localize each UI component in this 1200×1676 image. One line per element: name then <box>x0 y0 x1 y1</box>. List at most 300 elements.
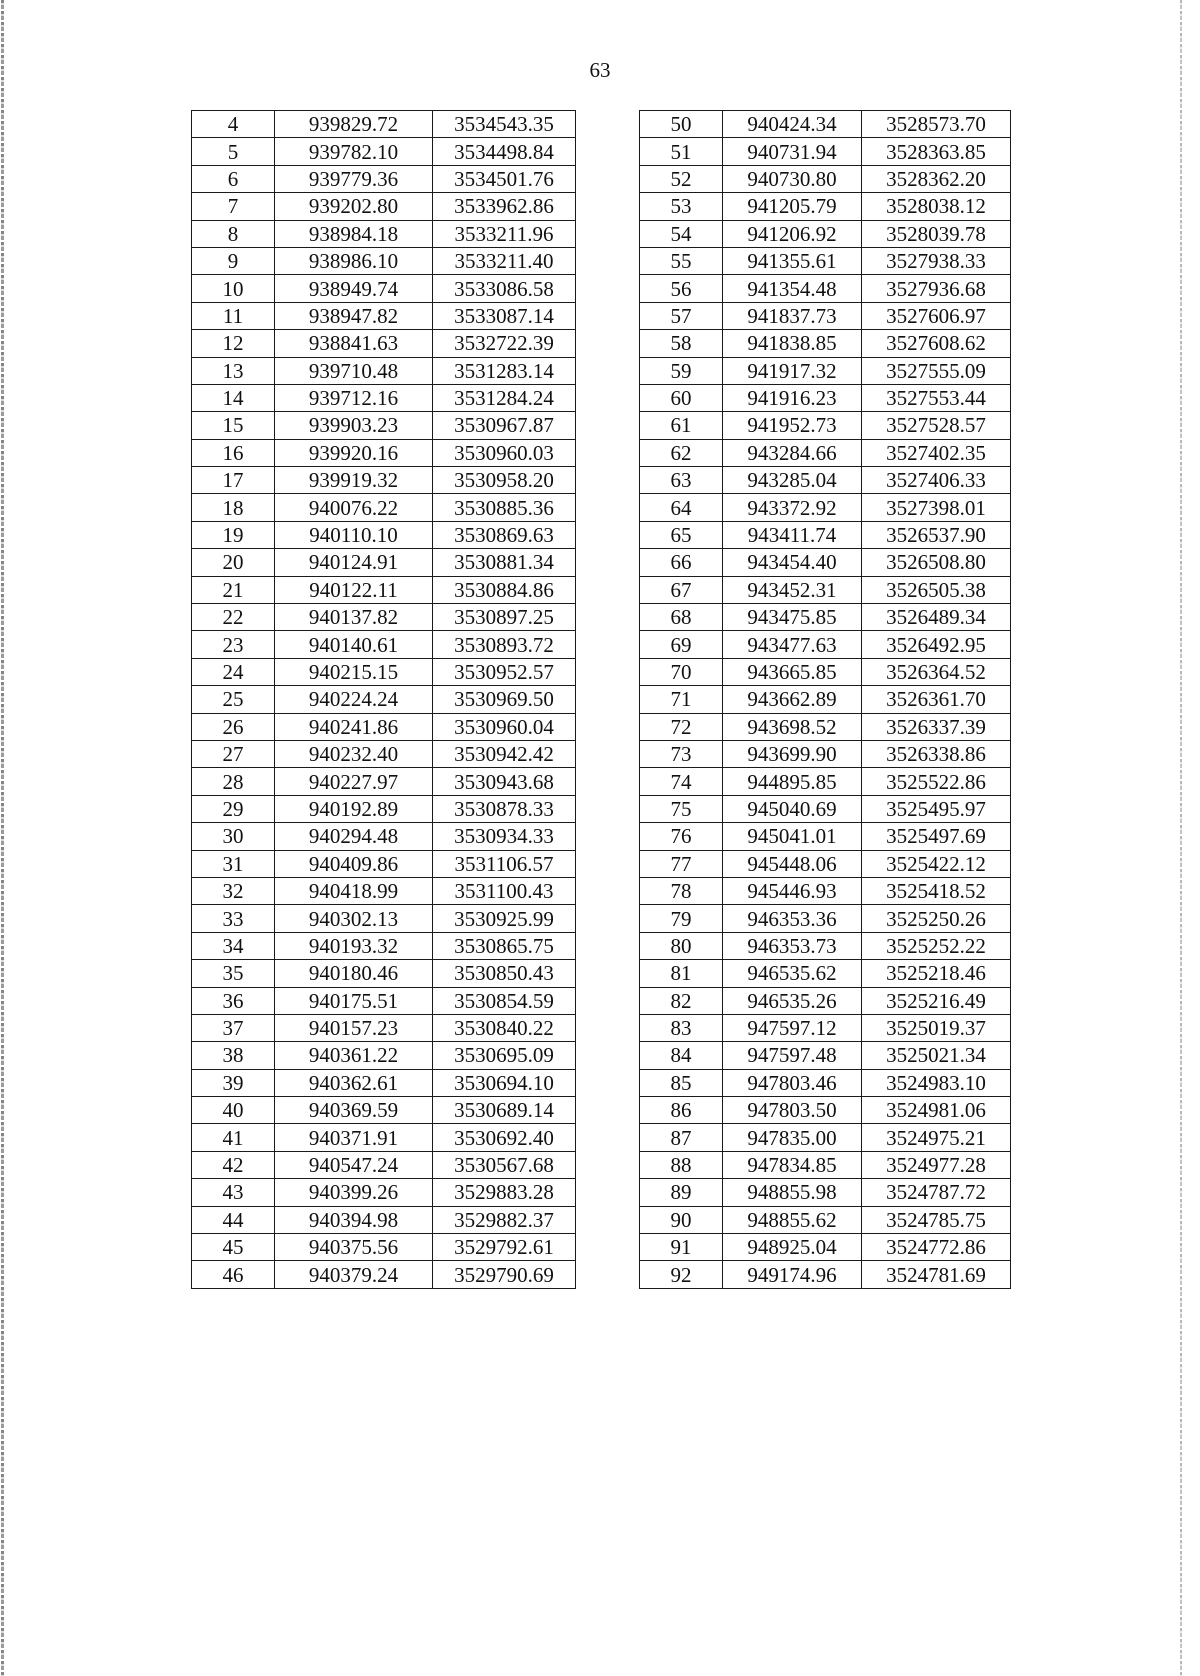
table-row <box>640 1179 1011 1206</box>
table-row <box>640 467 1011 494</box>
x-coordinate-cell: 938947.82 <box>275 302 433 329</box>
table-row <box>640 357 1011 384</box>
y-coordinate-cell: 3530943.68 <box>433 768 576 795</box>
point-number-cell: 20 <box>192 549 275 576</box>
x-coordinate-cell: 940418.99 <box>275 877 433 904</box>
point-number-cell: 88 <box>640 1151 723 1178</box>
point-number-cell: 91 <box>640 1234 723 1261</box>
point-number-cell: 34 <box>192 932 275 959</box>
point-number-cell: 87 <box>640 1124 723 1151</box>
point-number-cell: 4 <box>192 111 275 138</box>
table-row <box>192 521 576 548</box>
y-coordinate-cell: 3527528.57 <box>862 412 1011 439</box>
x-coordinate-cell: 940424.34 <box>723 111 862 138</box>
y-coordinate-cell: 3527398.01 <box>862 494 1011 521</box>
table-row <box>192 220 576 247</box>
point-number-cell: 26 <box>192 713 275 740</box>
y-coordinate-cell: 3530893.72 <box>433 631 576 658</box>
x-coordinate-cell: 940192.89 <box>275 795 433 822</box>
table-row <box>192 686 576 713</box>
table-row <box>640 960 1011 987</box>
table-row <box>192 275 576 302</box>
table-row <box>640 1014 1011 1041</box>
y-coordinate-cell: 3530884.86 <box>433 576 576 603</box>
point-number-cell: 33 <box>192 905 275 932</box>
y-coordinate-cell: 3531284.24 <box>433 384 576 411</box>
y-coordinate-cell: 3526489.34 <box>862 604 1011 631</box>
point-number-cell: 8 <box>192 220 275 247</box>
x-coordinate-cell: 940122.11 <box>275 576 433 603</box>
table-row <box>192 1069 576 1096</box>
x-coordinate-cell: 940215.15 <box>275 658 433 685</box>
point-number-cell: 57 <box>640 302 723 329</box>
table-row <box>192 138 576 165</box>
x-coordinate-cell: 947803.46 <box>723 1069 862 1096</box>
point-number-cell: 59 <box>640 357 723 384</box>
x-coordinate-cell: 940375.56 <box>275 1234 433 1261</box>
x-coordinate-cell: 946535.26 <box>723 987 862 1014</box>
table-row <box>640 713 1011 740</box>
x-coordinate-cell: 948925.04 <box>723 1234 862 1261</box>
x-coordinate-cell: 943475.85 <box>723 604 862 631</box>
y-coordinate-cell: 3530689.14 <box>433 1097 576 1124</box>
y-coordinate-cell: 3528362.20 <box>862 165 1011 192</box>
x-coordinate-cell: 943454.40 <box>723 549 862 576</box>
y-coordinate-cell: 3533086.58 <box>433 275 576 302</box>
x-coordinate-cell: 947803.50 <box>723 1097 862 1124</box>
table-row <box>640 193 1011 220</box>
y-coordinate-cell: 3524981.06 <box>862 1097 1011 1124</box>
table-row <box>640 658 1011 685</box>
point-number-cell: 74 <box>640 768 723 795</box>
y-coordinate-cell: 3534501.76 <box>433 165 576 192</box>
table-row <box>192 658 576 685</box>
point-number-cell: 10 <box>192 275 275 302</box>
point-number-cell: 23 <box>192 631 275 658</box>
x-coordinate-cell: 938949.74 <box>275 275 433 302</box>
x-coordinate-cell: 940175.51 <box>275 987 433 1014</box>
x-coordinate-cell: 940232.40 <box>275 740 433 767</box>
point-number-cell: 32 <box>192 877 275 904</box>
point-number-cell: 68 <box>640 604 723 631</box>
point-number-cell: 31 <box>192 850 275 877</box>
y-coordinate-cell: 3533211.96 <box>433 220 576 247</box>
point-number-cell: 6 <box>192 165 275 192</box>
point-number-cell: 29 <box>192 795 275 822</box>
x-coordinate-cell: 943699.90 <box>723 740 862 767</box>
point-number-cell: 39 <box>192 1069 275 1096</box>
y-coordinate-cell: 3528039.78 <box>862 220 1011 247</box>
point-number-cell: 78 <box>640 877 723 904</box>
y-coordinate-cell: 3526364.52 <box>862 658 1011 685</box>
y-coordinate-cell: 3530878.33 <box>433 795 576 822</box>
point-number-cell: 5 <box>192 138 275 165</box>
table-row <box>192 740 576 767</box>
y-coordinate-cell: 3530850.43 <box>433 960 576 987</box>
point-number-cell: 92 <box>640 1261 723 1288</box>
y-coordinate-cell: 3525021.34 <box>862 1042 1011 1069</box>
table-row <box>640 275 1011 302</box>
y-coordinate-cell: 3531100.43 <box>433 877 576 904</box>
table-row <box>192 604 576 631</box>
y-coordinate-cell: 3525422.12 <box>862 850 1011 877</box>
x-coordinate-cell: 940371.91 <box>275 1124 433 1151</box>
table-row <box>192 987 576 1014</box>
x-coordinate-cell: 941838.85 <box>723 330 862 357</box>
table-row <box>640 247 1011 274</box>
point-number-cell: 46 <box>192 1261 275 1288</box>
point-number-cell: 44 <box>192 1206 275 1233</box>
x-coordinate-cell: 943698.52 <box>723 713 862 740</box>
y-coordinate-cell: 3533087.14 <box>433 302 576 329</box>
table-row <box>640 631 1011 658</box>
x-coordinate-cell: 943662.89 <box>723 686 862 713</box>
x-coordinate-cell: 939779.36 <box>275 165 433 192</box>
y-coordinate-cell: 3525495.97 <box>862 795 1011 822</box>
x-coordinate-cell: 939202.80 <box>275 193 433 220</box>
y-coordinate-cell: 3534498.84 <box>433 138 576 165</box>
table-row <box>192 165 576 192</box>
x-coordinate-cell: 940369.59 <box>275 1097 433 1124</box>
table-row <box>640 1124 1011 1151</box>
y-coordinate-cell: 3524772.86 <box>862 1234 1011 1261</box>
point-number-cell: 54 <box>640 220 723 247</box>
point-number-cell: 16 <box>192 439 275 466</box>
x-coordinate-cell: 941206.92 <box>723 220 862 247</box>
table-row <box>640 165 1011 192</box>
table-row <box>192 111 576 138</box>
point-number-cell: 61 <box>640 412 723 439</box>
point-number-cell: 85 <box>640 1069 723 1096</box>
x-coordinate-cell: 940157.23 <box>275 1014 433 1041</box>
y-coordinate-cell: 3531283.14 <box>433 357 576 384</box>
x-coordinate-cell: 940399.26 <box>275 1179 433 1206</box>
y-coordinate-cell: 3525019.37 <box>862 1014 1011 1041</box>
table-row <box>192 631 576 658</box>
table-row <box>192 576 576 603</box>
y-coordinate-cell: 3527553.44 <box>862 384 1011 411</box>
x-coordinate-cell: 940193.32 <box>275 932 433 959</box>
point-number-cell: 66 <box>640 549 723 576</box>
point-number-cell: 64 <box>640 494 723 521</box>
y-coordinate-cell: 3530869.63 <box>433 521 576 548</box>
y-coordinate-cell: 3527555.09 <box>862 357 1011 384</box>
table-row <box>192 1097 576 1124</box>
point-number-cell: 40 <box>192 1097 275 1124</box>
y-coordinate-cell: 3527938.33 <box>862 247 1011 274</box>
x-coordinate-cell: 939782.10 <box>275 138 433 165</box>
point-number-cell: 25 <box>192 686 275 713</box>
point-number-cell: 62 <box>640 439 723 466</box>
point-number-cell: 27 <box>192 740 275 767</box>
x-coordinate-cell: 948855.62 <box>723 1206 862 1233</box>
point-number-cell: 36 <box>192 987 275 1014</box>
point-number-cell: 38 <box>192 1042 275 1069</box>
table-row <box>192 905 576 932</box>
point-number-cell: 53 <box>640 193 723 220</box>
x-coordinate-cell: 941354.48 <box>723 275 862 302</box>
point-number-cell: 81 <box>640 960 723 987</box>
point-number-cell: 37 <box>192 1014 275 1041</box>
y-coordinate-cell: 3532722.39 <box>433 330 576 357</box>
x-coordinate-cell: 941916.23 <box>723 384 862 411</box>
point-number-cell: 51 <box>640 138 723 165</box>
table-row <box>640 932 1011 959</box>
y-coordinate-cell: 3530881.34 <box>433 549 576 576</box>
x-coordinate-cell: 946353.73 <box>723 932 862 959</box>
table-row <box>192 1261 576 1288</box>
table-row <box>640 302 1011 329</box>
x-coordinate-cell: 938841.63 <box>275 330 433 357</box>
table-row <box>192 713 576 740</box>
point-number-cell: 56 <box>640 275 723 302</box>
table-row <box>192 412 576 439</box>
y-coordinate-cell: 3526537.90 <box>862 521 1011 548</box>
table-row <box>640 494 1011 521</box>
point-number-cell: 52 <box>640 165 723 192</box>
y-coordinate-cell: 3529790.69 <box>433 1261 576 1288</box>
point-number-cell: 73 <box>640 740 723 767</box>
table-row <box>640 1151 1011 1178</box>
y-coordinate-cell: 3524977.28 <box>862 1151 1011 1178</box>
y-coordinate-cell: 3526361.70 <box>862 686 1011 713</box>
y-coordinate-cell: 3524975.21 <box>862 1124 1011 1151</box>
y-coordinate-cell: 3530967.87 <box>433 412 576 439</box>
table-row <box>192 1042 576 1069</box>
table-row <box>640 576 1011 603</box>
x-coordinate-cell: 947597.48 <box>723 1042 862 1069</box>
table-row <box>192 1179 576 1206</box>
scan-edge-right <box>1180 0 1182 1676</box>
x-coordinate-cell: 940394.98 <box>275 1206 433 1233</box>
y-coordinate-cell: 3526337.39 <box>862 713 1011 740</box>
table-row <box>192 960 576 987</box>
x-coordinate-cell: 943411.74 <box>723 521 862 548</box>
point-number-cell: 11 <box>192 302 275 329</box>
point-number-cell: 82 <box>640 987 723 1014</box>
point-number-cell: 65 <box>640 521 723 548</box>
x-coordinate-cell: 938984.18 <box>275 220 433 247</box>
x-coordinate-cell: 940730.80 <box>723 165 862 192</box>
y-coordinate-cell: 3530969.50 <box>433 686 576 713</box>
x-coordinate-cell: 947834.85 <box>723 1151 862 1178</box>
point-number-cell: 60 <box>640 384 723 411</box>
point-number-cell: 76 <box>640 823 723 850</box>
table-row <box>640 549 1011 576</box>
y-coordinate-cell: 3529882.37 <box>433 1206 576 1233</box>
y-coordinate-cell: 3525497.69 <box>862 823 1011 850</box>
y-coordinate-cell: 3524785.75 <box>862 1206 1011 1233</box>
y-coordinate-cell: 3528363.85 <box>862 138 1011 165</box>
point-number-cell: 13 <box>192 357 275 384</box>
point-number-cell: 84 <box>640 1042 723 1069</box>
x-coordinate-cell: 943665.85 <box>723 658 862 685</box>
x-coordinate-cell: 945041.01 <box>723 823 862 850</box>
scan-edge-left <box>1 0 4 1676</box>
x-coordinate-cell: 943285.04 <box>723 467 862 494</box>
y-coordinate-cell: 3530692.40 <box>433 1124 576 1151</box>
x-coordinate-cell: 940361.22 <box>275 1042 433 1069</box>
y-coordinate-cell: 3530960.04 <box>433 713 576 740</box>
table-row <box>640 220 1011 247</box>
table-row <box>192 467 576 494</box>
point-number-cell: 70 <box>640 658 723 685</box>
x-coordinate-cell: 941837.73 <box>723 302 862 329</box>
table-row <box>640 1097 1011 1124</box>
x-coordinate-cell: 940547.24 <box>275 1151 433 1178</box>
point-number-cell: 75 <box>640 795 723 822</box>
y-coordinate-cell: 3530942.42 <box>433 740 576 767</box>
y-coordinate-cell: 3531106.57 <box>433 850 576 877</box>
y-coordinate-cell: 3526492.95 <box>862 631 1011 658</box>
point-number-cell: 42 <box>192 1151 275 1178</box>
x-coordinate-cell: 943477.63 <box>723 631 862 658</box>
y-coordinate-cell: 3530854.59 <box>433 987 576 1014</box>
table-row <box>640 795 1011 822</box>
table-row <box>640 1069 1011 1096</box>
point-number-cell: 80 <box>640 932 723 959</box>
table-row <box>192 494 576 521</box>
x-coordinate-cell: 946353.36 <box>723 905 862 932</box>
point-number-cell: 43 <box>192 1179 275 1206</box>
x-coordinate-cell: 940140.61 <box>275 631 433 658</box>
table-row <box>640 877 1011 904</box>
x-coordinate-cell: 947835.00 <box>723 1124 862 1151</box>
table-row <box>192 357 576 384</box>
y-coordinate-cell: 3525218.46 <box>862 960 1011 987</box>
x-coordinate-cell: 945040.69 <box>723 795 862 822</box>
y-coordinate-cell: 3530695.09 <box>433 1042 576 1069</box>
point-number-cell: 35 <box>192 960 275 987</box>
y-coordinate-cell: 3524781.69 <box>862 1261 1011 1288</box>
table-row <box>640 1234 1011 1261</box>
y-coordinate-cell: 3525250.26 <box>862 905 1011 932</box>
x-coordinate-cell: 943284.66 <box>723 439 862 466</box>
x-coordinate-cell: 949174.96 <box>723 1261 862 1288</box>
page-number: 63 <box>589 58 611 82</box>
point-number-cell: 19 <box>192 521 275 548</box>
y-coordinate-cell: 3530958.20 <box>433 467 576 494</box>
point-number-cell: 55 <box>640 247 723 274</box>
table-row <box>192 1234 576 1261</box>
point-number-cell: 77 <box>640 850 723 877</box>
table-row <box>192 247 576 274</box>
point-number-cell: 45 <box>192 1234 275 1261</box>
point-number-cell: 18 <box>192 494 275 521</box>
point-number-cell: 14 <box>192 384 275 411</box>
point-number-cell: 9 <box>192 247 275 274</box>
table-row <box>192 877 576 904</box>
y-coordinate-cell: 3525252.22 <box>862 932 1011 959</box>
x-coordinate-cell: 941205.79 <box>723 193 862 220</box>
point-number-cell: 71 <box>640 686 723 713</box>
y-coordinate-cell: 3527608.62 <box>862 330 1011 357</box>
y-coordinate-cell: 3530960.03 <box>433 439 576 466</box>
point-number-cell: 83 <box>640 1014 723 1041</box>
point-number-cell: 28 <box>192 768 275 795</box>
y-coordinate-cell: 3530934.33 <box>433 823 576 850</box>
table-row <box>192 302 576 329</box>
table-row <box>192 768 576 795</box>
x-coordinate-cell: 939710.48 <box>275 357 433 384</box>
table-row <box>192 795 576 822</box>
table-row <box>640 521 1011 548</box>
point-number-cell: 24 <box>192 658 275 685</box>
point-number-cell: 15 <box>192 412 275 439</box>
x-coordinate-cell: 941355.61 <box>723 247 862 274</box>
x-coordinate-cell: 938986.10 <box>275 247 433 274</box>
table-row <box>192 823 576 850</box>
y-coordinate-cell: 3530897.25 <box>433 604 576 631</box>
y-coordinate-cell: 3528573.70 <box>862 111 1011 138</box>
x-coordinate-cell: 946535.62 <box>723 960 862 987</box>
table-row <box>640 1206 1011 1233</box>
y-coordinate-cell: 3530885.36 <box>433 494 576 521</box>
x-coordinate-cell: 940224.24 <box>275 686 433 713</box>
point-number-cell: 86 <box>640 1097 723 1124</box>
y-coordinate-cell: 3529883.28 <box>433 1179 576 1206</box>
point-number-cell: 63 <box>640 467 723 494</box>
point-number-cell: 89 <box>640 1179 723 1206</box>
x-coordinate-cell: 939829.72 <box>275 111 433 138</box>
y-coordinate-cell: 3525522.86 <box>862 768 1011 795</box>
x-coordinate-cell: 940110.10 <box>275 521 433 548</box>
table-row <box>640 412 1011 439</box>
table-row <box>192 850 576 877</box>
table-row <box>640 384 1011 411</box>
point-number-cell: 21 <box>192 576 275 603</box>
x-coordinate-cell: 943452.31 <box>723 576 862 603</box>
table-row <box>192 1014 576 1041</box>
x-coordinate-cell: 944895.85 <box>723 768 862 795</box>
point-number-cell: 58 <box>640 330 723 357</box>
y-coordinate-cell: 3533211.40 <box>433 247 576 274</box>
x-coordinate-cell: 939919.32 <box>275 467 433 494</box>
table-row <box>640 1042 1011 1069</box>
x-coordinate-cell: 940124.91 <box>275 549 433 576</box>
table-row <box>192 193 576 220</box>
x-coordinate-cell: 940180.46 <box>275 960 433 987</box>
x-coordinate-cell: 939920.16 <box>275 439 433 466</box>
y-coordinate-cell: 3529792.61 <box>433 1234 576 1261</box>
y-coordinate-cell: 3530840.22 <box>433 1014 576 1041</box>
y-coordinate-cell: 3530952.57 <box>433 658 576 685</box>
y-coordinate-cell: 3526505.38 <box>862 576 1011 603</box>
table-row <box>192 1124 576 1151</box>
table-row <box>192 932 576 959</box>
x-coordinate-cell: 940302.13 <box>275 905 433 932</box>
table-row <box>192 549 576 576</box>
y-coordinate-cell: 3527606.97 <box>862 302 1011 329</box>
y-coordinate-cell: 3527402.35 <box>862 439 1011 466</box>
x-coordinate-cell: 939903.23 <box>275 412 433 439</box>
y-coordinate-cell: 3530865.75 <box>433 932 576 959</box>
x-coordinate-cell: 940731.94 <box>723 138 862 165</box>
table-row <box>640 330 1011 357</box>
x-coordinate-cell: 940294.48 <box>275 823 433 850</box>
point-number-cell: 67 <box>640 576 723 603</box>
table-row <box>192 1151 576 1178</box>
point-number-cell: 17 <box>192 467 275 494</box>
table-row <box>640 138 1011 165</box>
x-coordinate-cell: 940241.86 <box>275 713 433 740</box>
point-number-cell: 22 <box>192 604 275 631</box>
point-number-cell: 90 <box>640 1206 723 1233</box>
table-row <box>640 1261 1011 1288</box>
x-coordinate-cell: 941917.32 <box>723 357 862 384</box>
coordinates-table-right <box>639 110 1011 1289</box>
coordinates-table-left <box>191 110 576 1289</box>
